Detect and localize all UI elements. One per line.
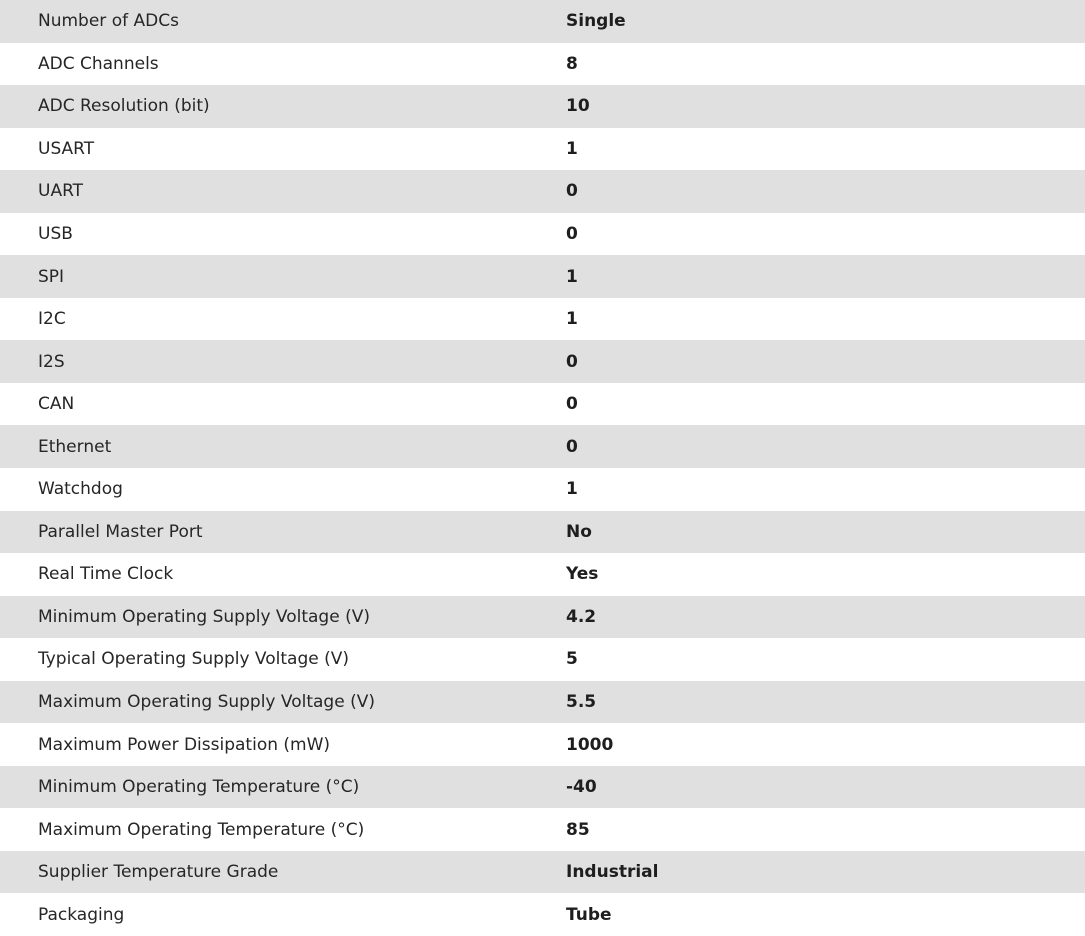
spec-value: 8: [566, 53, 578, 74]
spec-value: 5.5: [566, 681, 1085, 724]
table-row-adc-resolution: [0, 85, 1085, 128]
spec-label: ADC Channels: [38, 53, 159, 74]
table-row-uart: [0, 170, 1085, 213]
spec-label: Parallel Master Port: [0, 511, 566, 554]
spec-label: ADC Resolution (bit): [0, 85, 566, 128]
table-row-min-operating-temperature: [0, 766, 1085, 809]
table-row-can: [0, 383, 1085, 426]
table-row-usart: [0, 128, 1085, 171]
spec-value: 85: [566, 819, 590, 840]
spec-label: Maximum Operating Supply Voltage (V): [0, 681, 566, 724]
spec-value: 1: [566, 138, 578, 159]
spec-value: Yes: [566, 564, 599, 585]
spec-label: UART: [0, 170, 566, 213]
table-row-number-of-adcs: [0, 0, 1085, 43]
spec-value: Tube: [566, 904, 612, 925]
table-row-real-time-clock: [0, 553, 1085, 596]
spec-value: Industrial: [566, 851, 1085, 894]
spec-value: 1: [566, 479, 578, 500]
spec-label: Typical Operating Supply Voltage (V): [38, 649, 349, 670]
table-row-i2s: [0, 340, 1085, 383]
spec-value: 0: [566, 394, 578, 415]
table-row-temperature-grade: [0, 851, 1085, 894]
spec-label: Packaging: [38, 904, 125, 925]
spec-label: Ethernet: [0, 425, 566, 468]
table-row-max-power-dissipation: [0, 723, 1085, 766]
spec-label: Minimum Operating Supply Voltage (V): [0, 596, 566, 639]
spec-value: 0: [566, 224, 578, 244]
spec-label: SPI: [0, 255, 566, 298]
table-row-usb: [0, 213, 1085, 256]
spec-label: I2S: [0, 340, 566, 383]
table-row-ethernet: [0, 425, 1085, 468]
spec-value: 0: [566, 425, 1085, 468]
spec-value: 1000: [566, 734, 614, 755]
spec-value: 10: [566, 85, 1085, 128]
spec-value: 0: [566, 340, 1085, 383]
table-row-typical-supply-voltage: [0, 638, 1085, 681]
spec-label: Real Time Clock: [38, 564, 174, 585]
spec-label: Minimum Operating Temperature (°C): [0, 766, 566, 809]
spec-label: I2C: [38, 309, 66, 330]
table-row-adc-channels: [0, 43, 1085, 86]
spec-label: Watchdog: [38, 479, 123, 500]
spec-value: 1: [566, 309, 578, 330]
spec-label: USB: [38, 224, 73, 244]
spec-label: Maximum Power Dissipation (mW): [38, 734, 331, 755]
spec-value: 0: [566, 170, 1085, 213]
table-row-i2c: [0, 298, 1085, 341]
spec-label: Number of ADCs: [0, 0, 566, 43]
table-row-spi: [0, 255, 1085, 298]
table-row-packaging: [0, 893, 1085, 936]
spec-label: Maximum Operating Temperature (°C): [38, 819, 365, 840]
spec-value: Single: [566, 0, 1085, 43]
spec-value: 1: [566, 255, 1085, 298]
spec-label: CAN: [38, 394, 75, 415]
table-row-max-supply-voltage: [0, 681, 1085, 724]
spec-value: 4.2: [566, 596, 1085, 639]
table-row-min-supply-voltage: [0, 596, 1085, 639]
spec-value: 5: [566, 649, 578, 670]
spec-label: Supplier Temperature Grade: [0, 851, 566, 894]
spec-value: No: [566, 511, 1085, 554]
table-row-max-operating-temperature: [0, 808, 1085, 851]
spec-label: USART: [38, 138, 95, 159]
table-row-watchdog: [0, 468, 1085, 511]
table-row-parallel-master-port: [0, 511, 1085, 554]
spec-value: -40: [566, 766, 1085, 809]
